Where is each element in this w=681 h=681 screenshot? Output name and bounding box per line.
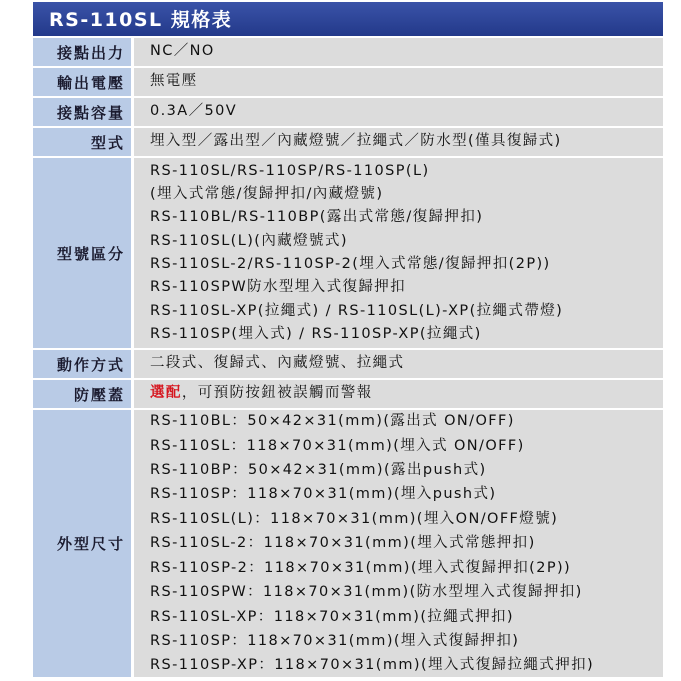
dimension-line: RS-110SL-2：118×70×31(mm)(埋入式常態押扣) bbox=[150, 535, 536, 552]
row-value: NC／NO bbox=[131, 38, 663, 68]
spec-row-output-voltage bbox=[33, 68, 663, 98]
spec-row-type bbox=[33, 128, 663, 158]
dimension-line: RS-110SPW：118×70×31(mm)(防水型埋入式復歸押扣) bbox=[150, 584, 583, 601]
row-label: 輸出電壓 bbox=[33, 68, 131, 98]
row-label: 接點出力 bbox=[33, 38, 131, 68]
spec-title: RS-110SL 規格表 bbox=[33, 2, 663, 38]
dimension-line: RS-110SL(L)：118×70×31(mm)(埋入ON/OFF燈號) bbox=[150, 510, 559, 527]
row-value: 無電壓 bbox=[131, 68, 663, 98]
model-line: RS-110SL(L)(內藏燈號式) bbox=[150, 232, 348, 249]
spec-row-contact-capacity bbox=[33, 98, 663, 128]
dimension-line: RS-110SL-XP：118×70×31(mm)(拉繩式押扣) bbox=[150, 608, 514, 625]
model-line: RS-110SP(埋入式) / RS-110SP-XP(拉繩式) bbox=[150, 325, 482, 342]
row-label: 接點容量 bbox=[33, 98, 131, 128]
row-value: 二段式、復歸式、內藏燈號、拉繩式 bbox=[131, 350, 663, 380]
dimension-line: RS-110BL：50×42×31(mm)(露出式 ON/OFF) bbox=[150, 413, 515, 430]
spec-row-dimensions bbox=[33, 410, 663, 679]
dimension-line: RS-110BP：50×42×31(mm)(露出push式) bbox=[150, 462, 487, 479]
row-label: 防壓蓋 bbox=[33, 380, 131, 410]
row-label: 動作方式 bbox=[33, 350, 131, 380]
model-line: RS-110SL-XP(拉繩式) / RS-110SL(L)-XP(拉繩式帶燈) bbox=[150, 302, 564, 319]
model-line: RS-110SPW防水型埋入式復歸押扣 bbox=[150, 279, 407, 296]
spec-row-contact-output bbox=[33, 38, 663, 68]
row-value bbox=[131, 158, 663, 350]
spec-row-model-variants bbox=[33, 158, 663, 350]
spec-sheet bbox=[33, 2, 663, 679]
row-value: 選配，可預防按鈕被誤觸而警報 bbox=[131, 380, 663, 410]
dimension-line: RS-110SP：118×70×31(mm)(埋入push式) bbox=[150, 486, 497, 503]
dimension-line: RS-110SP-2：118×70×31(mm)(埋入式復歸押扣(2P)) bbox=[150, 559, 572, 576]
row-value: 埋入型／露出型／內藏燈號／拉繩式／防水型(僅具復歸式) bbox=[131, 128, 663, 158]
spec-row-operation-mode bbox=[33, 350, 663, 380]
row-value bbox=[131, 410, 663, 679]
row-value: 0.3A／50V bbox=[131, 98, 663, 128]
model-line: (埋入式常態/復歸押扣/內藏燈號) bbox=[150, 186, 384, 203]
dimension-line: RS-110SL：118×70×31(mm)(埋入式 ON/OFF) bbox=[150, 437, 525, 454]
row-label: 型號區分 bbox=[33, 158, 131, 350]
spec-row-protective-cover bbox=[33, 380, 663, 410]
model-line: RS-110SL/RS-110SP/RS-110SP(L) bbox=[150, 162, 430, 179]
dimension-line: RS-110SP-XP：118×70×31(mm)(埋入式復歸拉繩式押扣) bbox=[150, 657, 595, 674]
model-line: RS-110BL/RS-110BP(露出式常態/復歸押扣) bbox=[150, 209, 484, 226]
model-line: RS-110SL-2/RS-110SP-2(埋入式常態/復歸押扣(2P)) bbox=[150, 256, 551, 272]
row-label: 型式 bbox=[33, 128, 131, 158]
dimension-line: RS-110SP：118×70×31(mm)(埋入式復歸押扣) bbox=[150, 632, 520, 649]
row-label: 外型尺寸 bbox=[33, 410, 131, 679]
optional-badge: 選配 bbox=[150, 385, 182, 402]
